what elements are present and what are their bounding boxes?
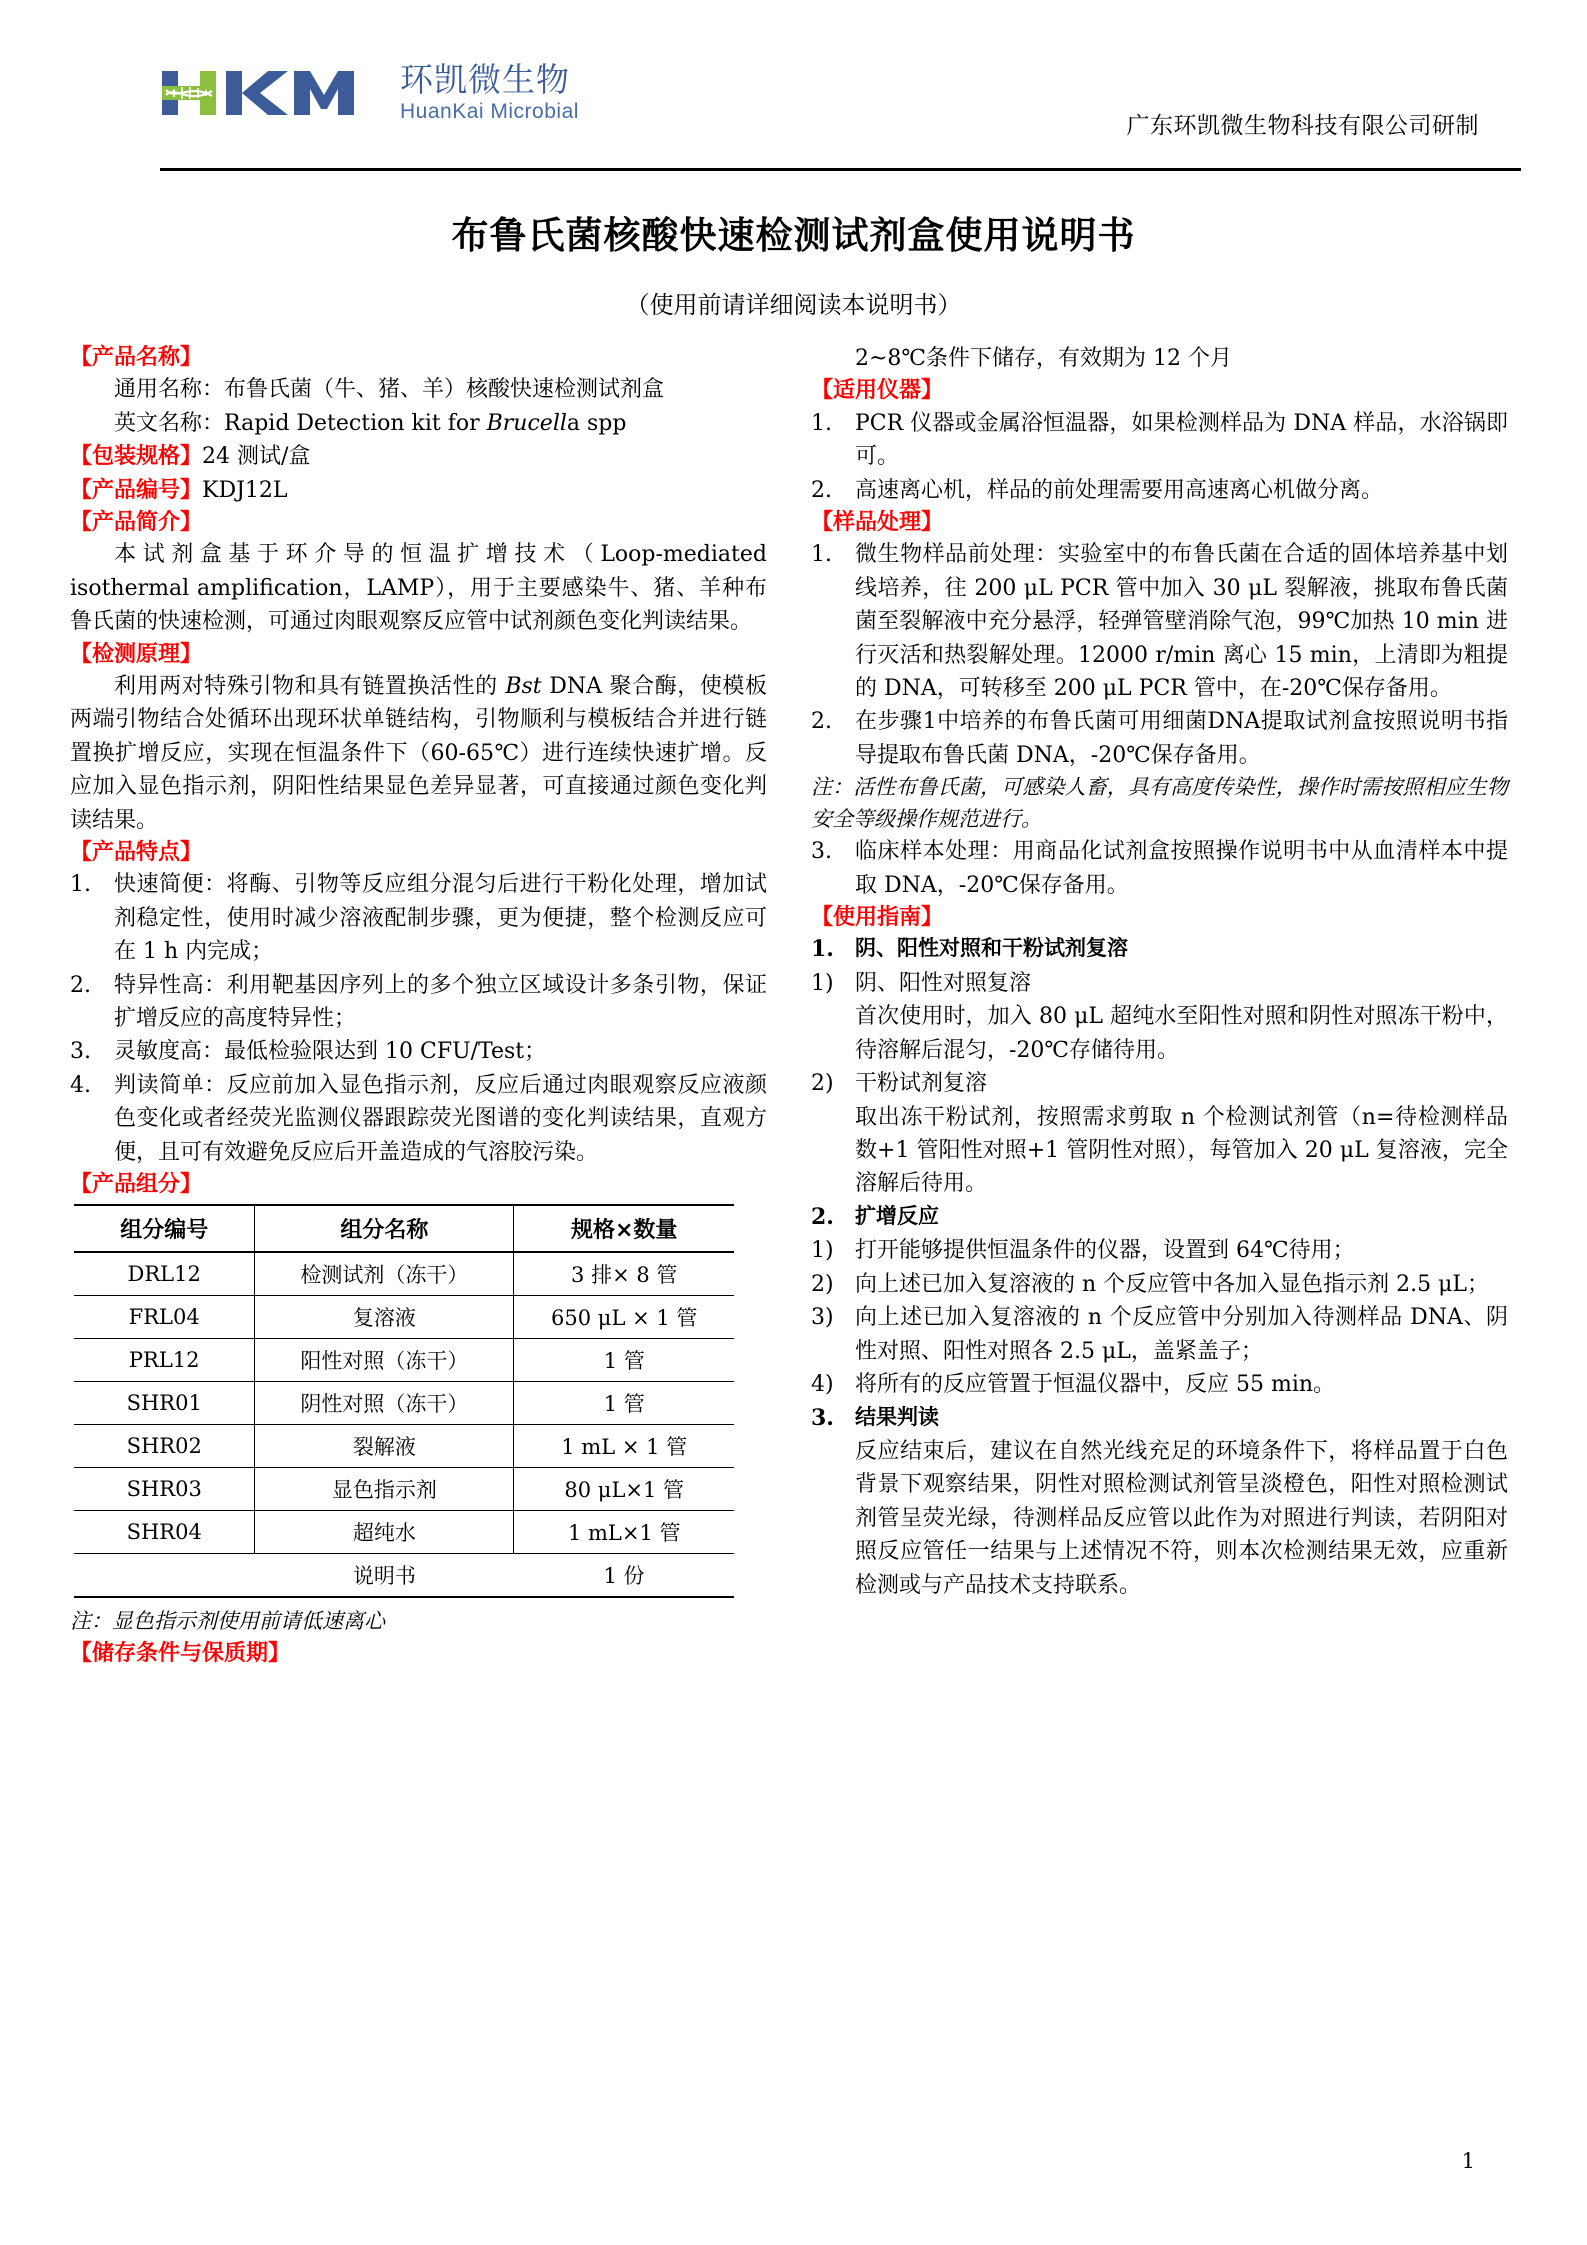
list-text: 取出冻干粉试剂，按照需求剪取 n 个检测试剂管（n=待检测样品数+1 管阳性对照+1 管阴性对照），每管加入 20 μL 复溶液，完全溶解后待用。: [855, 1104, 1508, 1197]
list-marker: 1.: [811, 542, 832, 568]
list-item: [811, 705, 1508, 772]
principle-part1: 利用两对特殊引物和具有链置换活性的: [114, 673, 506, 699]
two-column-body: [70, 342, 1508, 1669]
list-marker: 3): [811, 1305, 834, 1331]
list-marker: 4): [811, 1372, 834, 1398]
cell-name: 超纯水: [255, 1511, 514, 1554]
section-spec-heading: 【包装规格】: [70, 444, 203, 470]
list-marker: 1): [811, 970, 834, 996]
cell-spec: 650 μL × 1 管: [551, 1306, 698, 1331]
list-marker: 1.: [811, 410, 832, 436]
table-header-row: [74, 1205, 734, 1252]
list-text: 向上述已加入复溶液的 n 个反应管中各加入显色指示剂 2.5 μL；: [855, 1271, 1490, 1297]
table-row: [74, 1382, 734, 1425]
english-name-pre: Rapid Detection kit for: [224, 410, 487, 436]
table-row: [74, 1339, 734, 1382]
cell-name: 复溶液: [255, 1296, 514, 1339]
cell-name: 阴性对照（冻干）: [255, 1382, 514, 1425]
table-row: [74, 1554, 734, 1598]
table-row: [74, 1252, 734, 1296]
list-marker: 2.: [70, 972, 91, 998]
list-item: [811, 538, 1508, 705]
section-code-heading: 【产品编号】: [70, 477, 203, 503]
list-item: [70, 1069, 767, 1169]
section-intro-heading: 【产品简介】: [70, 509, 203, 535]
list-text: 阴、阳性对照和干粉试剂复溶: [855, 936, 1128, 961]
logo-english-name: HuanKai Microbial: [400, 99, 579, 123]
list-marker: 1.: [70, 872, 91, 898]
cell-code: SHR03: [74, 1468, 255, 1511]
code-line: [70, 474, 767, 507]
list-text: 在步骤1中培养的布鲁氏菌可用细菌DNA提取试剂盒按照说明书指导提取布鲁氏菌 DNA，-20℃保存备用。: [855, 709, 1508, 768]
section-instruments-heading: 【适用仪器】: [811, 378, 944, 404]
section-principle-heading: 【检测原理】: [70, 641, 203, 667]
list-text: 灵敏度高：最低检验限达到 10 CFU/Test；: [114, 1039, 547, 1065]
company-line: 广东环凯微生物科技有限公司研制: [1126, 113, 1479, 139]
list-item: [70, 868, 767, 968]
list-subtitle: 干粉试剂复溶: [855, 1071, 988, 1097]
section-components-heading: 【产品组分】: [70, 1172, 203, 1198]
list-marker: 2): [811, 1271, 834, 1297]
generic-name-text: 通用名称：布鲁氏菌（牛、猪、羊）核酸快速检测试剂盒: [114, 377, 665, 403]
list-text: PCR 仪器或金属浴恒温器，如果检测样品为 DNA 样品，水浴锅即可。: [855, 410, 1508, 470]
components-table: [74, 1204, 734, 1598]
list-item: [811, 1067, 1508, 1201]
list-marker: 1): [811, 1238, 834, 1264]
list-item: [811, 967, 1508, 1067]
list-text: 反应结束后，建议在自然光线充足的环境条件下，将样品置于白色背景下观察结果，阴性对照检测试剂管呈淡橙色，阳性对照检测试剂管呈荧光绿，待测样品反应管以此作为对照进行判读，若阴阳对照反应管任一结果与上述情况不符，则本次检测结果无效，应重新检测或与产品技术支持联系。: [855, 1438, 1508, 1598]
cell-code: SHR04: [74, 1511, 255, 1554]
cell-code: SHR02: [74, 1425, 255, 1468]
sample-list-continued: [811, 835, 1508, 902]
section-sample-heading: 【样品处理】: [811, 509, 944, 535]
principle-text: [70, 670, 767, 837]
list-marker: 2.: [811, 1203, 834, 1230]
logo-chinese-name: 环凯微生物: [400, 60, 570, 99]
page-title: 布鲁氏菌核酸快速检测试剂盒使用说明书: [451, 214, 1136, 257]
list-text: 打开能够提供恒温条件的仪器，设置到 64℃待用；: [855, 1238, 1355, 1264]
guide-step-3: [811, 1402, 1508, 1603]
list-text: 向上述已加入复溶液的 n 个反应管中分别加入待测样品 DNA、阴性对照、阳性对照各 2.5 μL，盖紧盖子；: [855, 1305, 1508, 1364]
list-text: 首次使用时，加入 80 μL 超纯水至阳性对照和阴性对照冻干粉中，待溶解后混匀，-20℃存储待用。: [855, 1004, 1508, 1063]
sample-note: 注：活性布鲁氏菌，可感染人畜，具有高度传染性，操作时需按照相应生物安全等级操作规范进行。: [811, 775, 1508, 831]
cell-code: FRL04: [74, 1296, 255, 1339]
list-marker: 1.: [811, 936, 834, 963]
cell-code: [74, 1554, 255, 1598]
page-subtitle: （使用前请详细阅读本说明书）: [625, 291, 962, 319]
list-marker: 2.: [811, 709, 832, 735]
intro-text: 本试剂盒基于环介导的恒温扩增技术（Loop-mediated isothermal amplification，LAMP），用于主要感染牛、猪、羊种布鲁氏菌的快速检测，可通过肉眼观察反应管中试剂颜色变化判读结果。: [70, 542, 767, 635]
table-note: 注：显色指示剂使用前请低速离心: [70, 1609, 385, 1634]
list-item: [811, 1368, 1508, 1401]
cell-code: DRL12: [74, 1252, 255, 1296]
table-row: [74, 1425, 734, 1468]
list-text: 扩增反应: [855, 1203, 939, 1228]
storage-text: 2~8℃条件下储存，有效期为 12 个月: [855, 346, 1233, 371]
guide-step-2: [811, 1201, 1508, 1402]
english-name-post: a spp: [566, 410, 627, 436]
list-item: [811, 1402, 1508, 1435]
list-marker: 3.: [70, 1039, 91, 1065]
list-text: 将所有的反应管置于恒温仪器中，反应 55 min。: [855, 1372, 1336, 1398]
column-header-spec: 规格×数量: [571, 1218, 678, 1244]
english-name-label: 英文名称：: [114, 410, 225, 436]
list-marker: 3.: [811, 839, 832, 865]
list-item: [811, 933, 1508, 966]
page-header: [150, 55, 1479, 167]
section-features-heading: 【产品特点】: [70, 839, 203, 865]
list-item: [811, 1301, 1508, 1368]
list-text: 判读简单：反应前加入显色指示剂，反应后通过肉眼观察反应液颜色变化或者经荧光监测仪器跟踪荧光图谱的变化判读结果，直观方便，且可有效避免反应后开盖造成的气溶胶污染。: [114, 1072, 767, 1165]
cell-spec: 3 排× 8 管: [571, 1263, 678, 1288]
english-name-line: [70, 407, 767, 440]
column-header-name: 组分名称: [255, 1205, 514, 1252]
list-text: 结果判读: [855, 1404, 939, 1429]
right-column: [811, 342, 1508, 1669]
cell-spec: 1 mL × 1 管: [561, 1435, 688, 1460]
list-text: 高速离心机，样品的前处理需要用高速离心机做分离。: [855, 477, 1384, 503]
list-item: [70, 969, 767, 1036]
features-list: [70, 868, 767, 1169]
column-header-code: 组分编号: [74, 1205, 255, 1252]
principle-enzyme-name: Bst: [505, 673, 542, 699]
left-column: [70, 342, 767, 1669]
list-text: 快速简便：将酶、引物等反应组分混匀后进行干粉化处理，增加试剂稳定性，使用时减少溶液配制步骤，更为便捷，整个检测反应可在 1 h 内完成；: [114, 872, 767, 965]
list-item: [811, 1234, 1508, 1267]
list-text: 微生物样品前处理：实验室中的布鲁氏菌在合适的固体培养基中划线培养，往 200 μL PCR 管中加入 30 μL 裂解液，挑取布鲁氏菌菌至裂解液中充分悬浮，轻弹管壁消除气泡，99℃加热 10 min 进行灭活和热裂解处理。12000 r/min 离心 15 min，上清即为粗提的 DNA，可转移至 200 μL PCR 管中，在-20℃保存备用。: [855, 542, 1508, 701]
list-marker: 2): [811, 1071, 834, 1097]
guide-step-1: [811, 933, 1508, 1201]
cell-spec: 1 份: [603, 1564, 645, 1589]
cell-spec: 80 μL×1 管: [564, 1478, 685, 1503]
section-guide-heading: 【使用指南】: [811, 905, 944, 931]
list-subtitle: 阴、阳性对照复溶: [855, 970, 1032, 996]
principle-part2: DNA 聚合酶，使模板两端引物结合处循环出现环状单链结构，引物顺利与模板结合并进行链置换扩增反应，实现在恒温条件下（60-65℃）进行连续快速扩增。反应加入显色指示剂，阴阳性结果显色差异显著，可直接通过颜色变化判读结果。: [70, 673, 767, 833]
list-item: [811, 474, 1508, 507]
table-head: [74, 1205, 734, 1252]
table-row: [74, 1468, 734, 1511]
cell-name: 裂解液: [255, 1425, 514, 1468]
spec-line: [70, 440, 767, 473]
list-text: 特异性高：利用靶基因序列上的多个独立区域设计多条引物，保证扩增反应的高度特异性；: [114, 972, 767, 1031]
list-marker: [811, 1435, 855, 1602]
list-item: [811, 1268, 1508, 1301]
english-name-genus: Brucell: [486, 410, 567, 436]
cell-name: 说明书: [352, 1564, 416, 1589]
table-row: [74, 1296, 734, 1339]
page-number: 1: [1461, 2149, 1475, 2173]
list-item: [70, 1035, 767, 1068]
sample-list: [811, 538, 1508, 772]
code-value: KDJ12L: [202, 477, 288, 503]
header-divider: [160, 168, 1521, 171]
cell-spec: 1 管: [603, 1349, 645, 1374]
list-item: [811, 1201, 1508, 1234]
list-text: 临床样本处理：用商品化试剂盒按照操作说明书中从血清样本中提取 DNA，-20℃保存备用。: [855, 839, 1508, 898]
section-product-name-heading: 【产品名称】: [70, 345, 203, 370]
cell-spec: 1 管: [603, 1392, 645, 1417]
section-storage-heading: 【储存条件与保质期】: [70, 1640, 291, 1666]
instruments-list: [811, 407, 1508, 507]
cell-name: 检测试剂（冻干）: [255, 1252, 514, 1296]
hkm-logo-icon: [160, 65, 392, 121]
spec-value: 24 测试/盒: [202, 444, 311, 470]
list-item: [811, 1435, 1508, 1602]
list-marker: 2.: [811, 477, 832, 503]
table-body: [74, 1252, 734, 1597]
cell-code: SHR01: [74, 1382, 255, 1425]
company-logo: [160, 60, 579, 124]
cell-name: 阳性对照（冻干）: [255, 1339, 514, 1382]
cell-name: 显色指示剂: [255, 1468, 514, 1511]
table-row: [74, 1511, 734, 1554]
cell-spec: 1 mL×1 管: [567, 1521, 681, 1546]
cell-code: PRL12: [74, 1339, 255, 1382]
list-item: [811, 835, 1508, 902]
list-marker: 3.: [811, 1404, 834, 1431]
list-item: [811, 407, 1508, 474]
list-marker: 4.: [70, 1072, 91, 1098]
